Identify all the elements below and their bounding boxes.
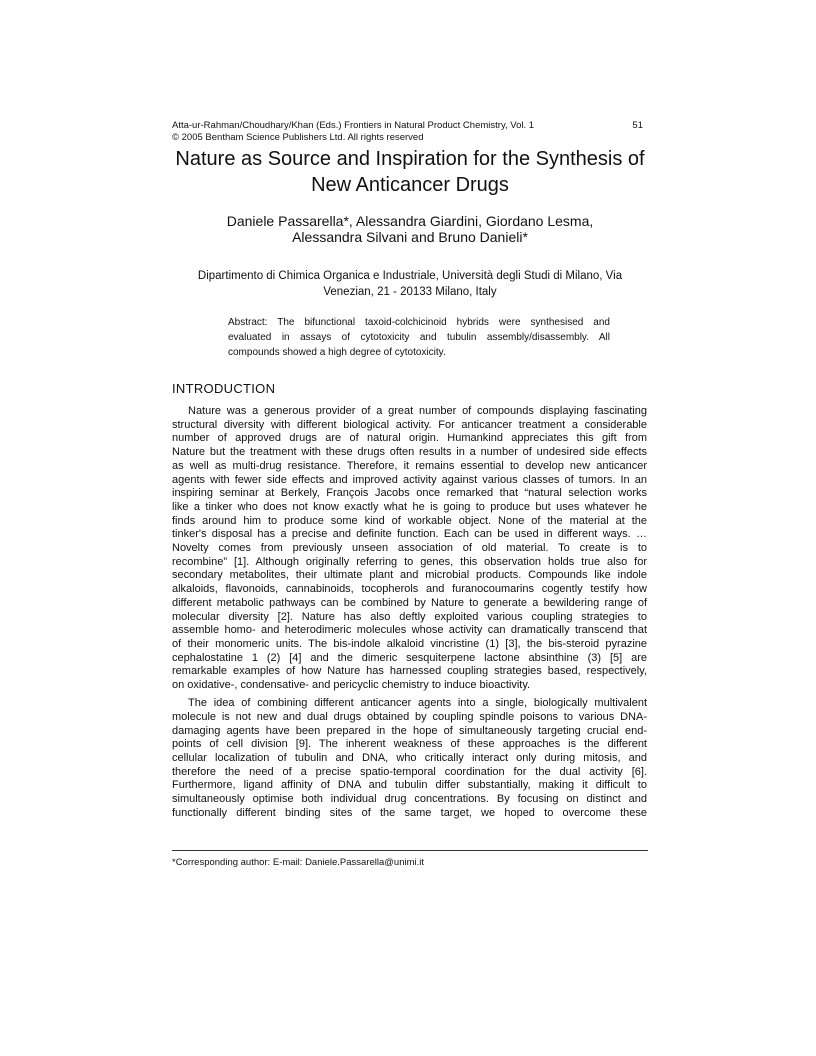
text-line: as well as multi-drug resistance. Therefore, it remains essential to develop new anticancer <box>172 459 647 472</box>
text-line: alkaloids, flavonoids, cannabinoids, tocopherols and furanocoumarins cogently testify how <box>172 583 647 596</box>
section-heading: INTRODUCTION <box>172 381 276 396</box>
text-line: different metabolic pathways can be combined by Nature to generate a bewildering range of <box>172 596 647 609</box>
text-line: recombine” [1]. Although originally referring to genes, this observation holds true also for <box>172 555 647 568</box>
text-line: molecular diversity [2]. Nature has also deftly exploited various coupling strategies to <box>172 610 647 623</box>
copyright: © 2005 Bentham Science Publishers Ltd. All rights reserved <box>172 132 424 143</box>
text-line: on oxidative-, condensative- and pericyclic chemistry to induce bioactivity. <box>172 679 531 692</box>
affiliation <box>160 268 660 300</box>
affiliation-line: Venezian, 21 - 20133 Milano, Italy <box>323 286 497 298</box>
text-line: therefore the need of a precise spatio-temporal coordination for the dual activity [6]. <box>172 765 647 778</box>
text-line: assemble homo- and heterodimeric molecules whose activity can dramatically transcend that <box>172 624 647 637</box>
text-line: Furthermore, ligand affinity of DNA and tubulin differ substantially, making it difficult to <box>172 779 647 792</box>
text-line: secondary metabolites, their ultimate plant and microbial products. Compounds like indole <box>172 569 647 582</box>
text-line: structural diversity with different biological activity. For anticancer treatment a considerable <box>172 418 647 431</box>
text-line: points of cell division [9]. The inherent weakness of these approaches is the different <box>172 738 647 751</box>
citation: Atta-ur-Rahman/Choudhary/Khan (Eds.) Frontiers in Natural Product Chemistry, Vol. 1 <box>172 120 535 131</box>
text-line: of their monomeric units. The bis-indole alkaloid vincristine (1) [3], the bis-steroid pyrazine <box>172 637 647 650</box>
text-line: functionally different binding sites of the same target, we hoped to overcome these <box>172 806 647 819</box>
title-line: New Anticancer Drugs <box>311 174 509 196</box>
paragraph <box>172 697 647 820</box>
text-line: Novelty comes from previously unseen association of old material. To create is to <box>172 542 647 555</box>
footnote: *Corresponding author: E-mail: Daniele.Passarella@unimi.it <box>172 857 425 868</box>
title-line: Nature as Source and Inspiration for the Synthesis of <box>175 148 645 170</box>
text-line: finds around him to produce some kind of workable object. None of the material at the <box>172 514 647 527</box>
paragraph <box>172 405 647 693</box>
authors-line: Daniele Passarella*, Alessandra Giardini, Giordano Lesma, <box>226 213 594 229</box>
page-number: 51 <box>632 120 643 131</box>
text-line: Nature was a generous provider of a great number of compounds displaying fascinating <box>188 405 647 417</box>
text-line: molecule is not new and dual drugs obtained by coupling spindle poisons to various DNA- <box>172 710 647 723</box>
text-line: damaging agents have been prepared in the hope of simultaneously targeting crucial end- <box>172 724 647 737</box>
text-line: cephalostatine 1 (2) [4] and the dimeric sesquiterpene lactone absinthine (3) [5] are <box>172 651 647 664</box>
abstract-line: Abstract: The bifunctional taxoid-colchicinoid hybrids were synthesised and <box>228 317 610 328</box>
authors-line: Alessandra Silvani and Bruno Danieli* <box>292 229 528 245</box>
text-line: Nature but the treatment with these drugs often results in a number of undesired side effects <box>172 446 647 459</box>
body-text <box>172 405 647 821</box>
footnote-divider <box>172 850 648 851</box>
text-line: cellular localization of tubulin and DNA, who critically interact only during mitosis, and <box>172 752 647 765</box>
text-line: remarkable examples of how Nature has harnessed coupling strategies based, respectively, <box>172 665 647 678</box>
affiliation-line: Dipartimento di Chimica Organica e Industriale, Università degli Studi di Milano, Via <box>197 270 623 282</box>
text-line: number of approved drugs are of natural origin. Humankind appreciates this gift from <box>172 432 647 445</box>
text-line: inspiring seminar at Berkely, François Jacobs once remarked that “natural selection works <box>172 487 647 500</box>
authors <box>160 213 660 245</box>
text-line: agents with fewer side effects and improved activity against various classes of tumors. In an <box>172 473 647 486</box>
abstract <box>228 315 610 360</box>
abstract-line: evaluated in assays of cytotoxicity and tubulin assembly/disassembly. All <box>228 332 610 343</box>
abstract-line: compounds showed a high degree of cytotoxicity. <box>228 347 446 358</box>
text-line: like a tinker who does not know exactly what he is going to produce but uses whatever he <box>172 500 647 513</box>
text-line: tinker's disposal has a precise and definite function. Each can be used in different ways. … <box>172 528 647 541</box>
text-line: The idea of combining different anticancer agents into a single, biologically multivalent <box>188 697 647 710</box>
text-line: simultaneously optimise both individual drug concentrations. By focusing on distinct and <box>172 793 647 806</box>
running-header <box>172 120 647 132</box>
page-title <box>160 146 660 198</box>
